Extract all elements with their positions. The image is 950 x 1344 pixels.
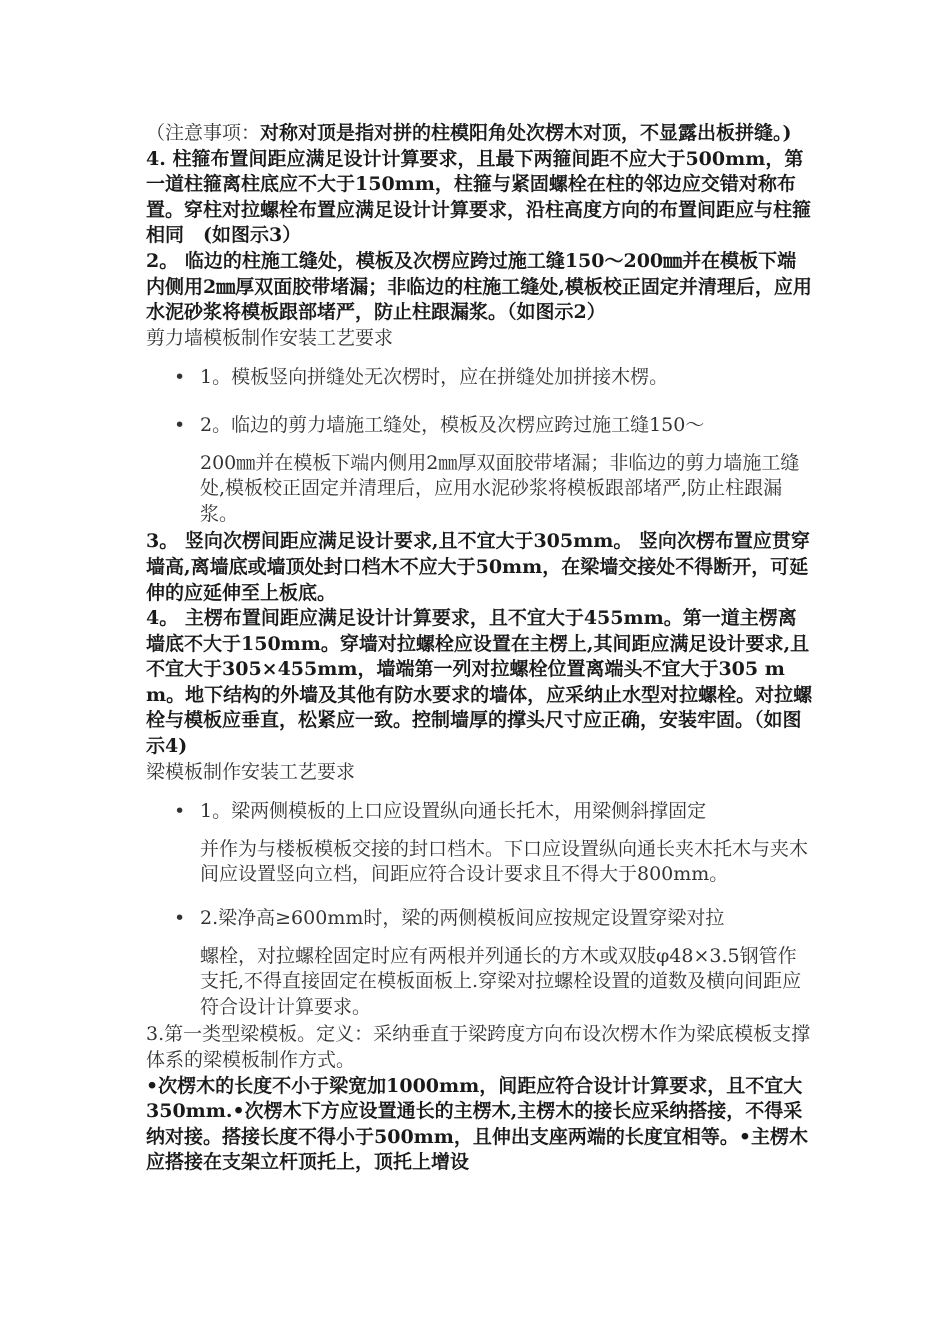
list-item-continuation: 200㎜并在模板下端内侧用2㎜厚双面胶带堵漏；非临边的剪力墙施工缝处,模板校正固定并清理后，应用水泥砂浆将模板跟部堵严,防止柱跟漏浆。 — [200, 451, 800, 525]
notes-paragraph — [146, 121, 814, 147]
shear-wall-heading: 剪力墙模板制作安装工艺要求 — [146, 326, 394, 349]
column-joint-paragraph: 2。 临边的柱施工缝处，模板及次楞应跨过施工缝150～200㎜并在模板下端内侧用2㎜厚双面胶带堵漏；非临边的柱施工缝处,模板校正固定并清理后，应用水泥砂浆将模板跟部堵严，防止柱跟漏浆。（如图示2） — [146, 249, 812, 324]
list-item-continuation: 螺栓，对拉螺栓固定时应有两根并列通长的方木或双肢φ48×3.5钢管作支托,不得直接固定在模板面板上.穿梁对拉螺栓设置的道数及横向间距应符合设计计算要求。 — [200, 944, 802, 1018]
shear-wall-list — [146, 365, 814, 527]
main-keel-paragraph: 4。 主楞布置间距应满足设计计算要求，且不宜大于455mm。第一道主楞离墙底不大于150mm。穿墙对拉螺栓应设置在主楞上,其间距应满足设计要求,且不宜大于305×455mm，墙端第一列对拉螺栓位置离端头不宜大于305 mm。地下结构的外墙及其他有防水要求的墙体，应采纳止水型对拉螺栓。对拉螺栓与模板应垂直，松紧应一致。控制墙厚的撑头尺寸应正确，安装牢固。（如图示4) — [146, 607, 813, 758]
bullet-icon: • — [174, 413, 186, 436]
notes-prefix: （注意事项： — [146, 122, 261, 144]
beam-type1-definition: 3.第一类型梁模板。定义：采纳垂直于梁跨度方向布设次楞木作为梁底模板支撑体系的梁模板制作方式。 — [146, 1023, 811, 1071]
document-page — [146, 121, 814, 1176]
column-hoop-paragraph: 4. 柱箍布置间距应满足设计计算要求，且最下两箍间距不应大于500mm，第一道柱箍离柱底应不大于150mm，柱箍与紧固螺栓在柱的邻边应交错对称布置。穿柱对拉螺栓布置应满足设计计算要求，沿柱高度方向的布置间距应与柱箍相同 (如图示3） — [146, 147, 812, 247]
list-item — [146, 906, 814, 1020]
list-item-text: 1。梁两侧模板的上口应设置纵向通长托木，用梁侧斜撑固定 — [200, 800, 707, 823]
beam-list — [146, 799, 814, 1020]
list-item — [146, 365, 814, 391]
bullet-icon: • — [174, 366, 186, 389]
list-item-text: 1。模板竖向拼缝处无次楞时，应在拼缝处加拼接木楞。 — [200, 366, 669, 389]
bullet-icon: • — [174, 907, 186, 930]
vertical-secondary-paragraph: 3。 竖向次楞间距应满足设计要求,且不宜大于305mm。 竖向次楞布置应贯穿墙高,离墙底或墙顶处封口档木不应大于50mm，在梁墙交接处不得断开，可延伸的应延伸至上板底。 — [146, 530, 810, 604]
list-item-text: 2.梁净高≥600mm时，梁的两侧模板间应按规定设置穿梁对拉 — [200, 907, 725, 930]
bullet-icon: • — [174, 800, 186, 823]
list-item-continuation: 并作为与楼板模板交接的封口档木。下口应设置纵向通长夹木托木与夹木间应设置竖向立档，间距应符合设计要求且不得大于800mm。 — [200, 837, 809, 886]
beam-type1-detail: •次楞木的长度不小于梁宽加1000mm，间距应符合设计计算要求，且不宜大350mm.•次楞木下方应设置通长的主楞木,主楞木的接长应采纳搭接，不得采纳对接。搭接长度不得小于500mm，且伸出支座两端的长度宜相等。•主楞木应搭接在支架立杆顶托上，顶托上增设 — [146, 1074, 809, 1174]
list-item — [146, 413, 814, 527]
notes-text: 对称对顶是指对拼的柱模阳角处次楞木对顶，不显露出板拼缝。) — [260, 122, 792, 144]
list-item-text: 2。临边的剪力墙施工缝处，模板及次楞应跨过施工缝150～ — [200, 413, 705, 436]
beam-heading: 梁模板制作安装工艺要求 — [146, 760, 356, 783]
list-item — [146, 799, 814, 888]
